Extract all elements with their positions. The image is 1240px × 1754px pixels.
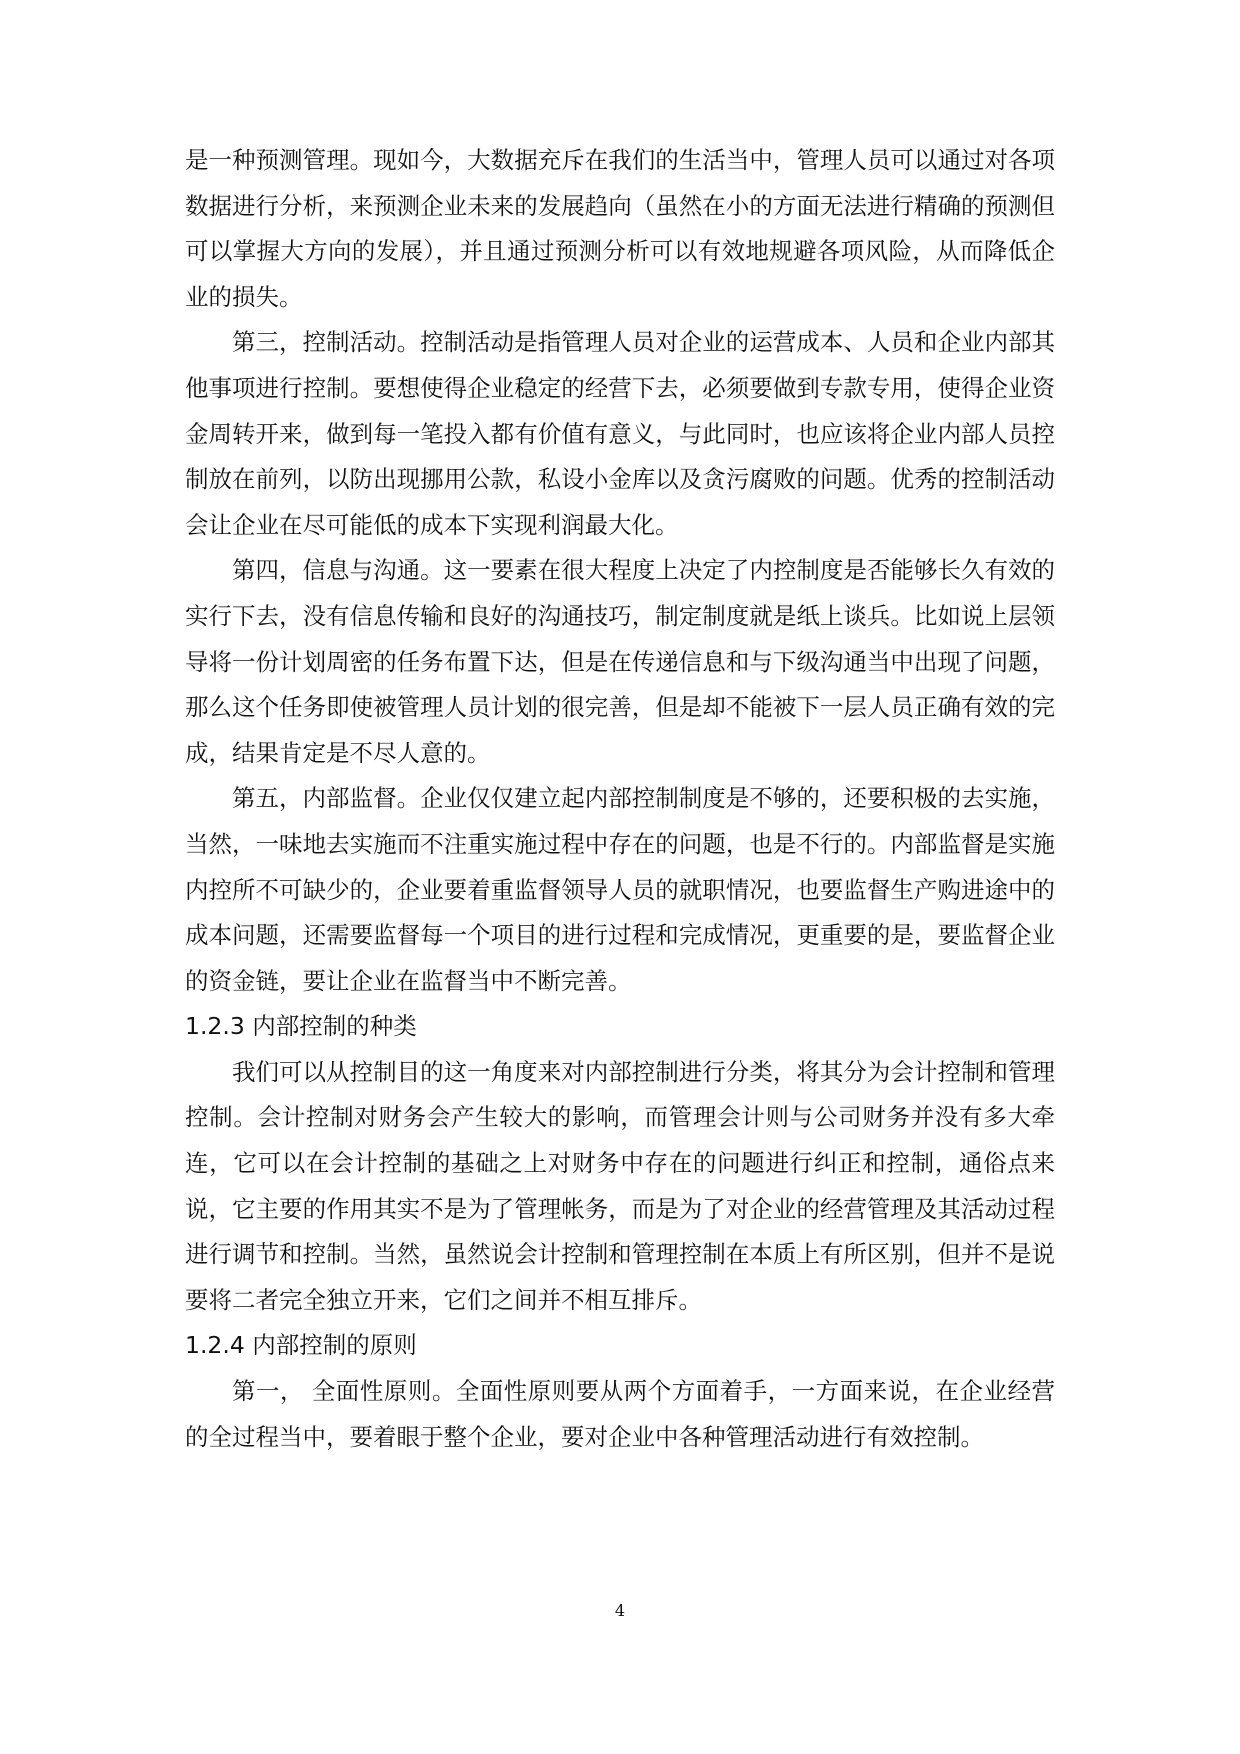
paragraph-information-communication: 第四，信息与沟通。这一要素在很大程度上决定了内控制度是否能够长久有效的实行下去，没有信息传输和良好的沟通技巧，制定制度就是纸上谈兵。比如说上层领导将一份计划周密的任务布置下达，但是在传递信息和与下级沟通当中出现了问题，那么这个任务即使被管理人员计划的很完善，但是却不能被下一层人员正确有效的完成，结果肯定是不尽人意的。 xyxy=(185,556,1055,767)
page-number: 4 xyxy=(614,1601,626,1620)
paragraph-control-activities: 第三，控制活动。控制活动是指管理人员对企业的运营成本、人员和企业内部其他事项进行控制。要想使得企业稳定的经营下去，必须要做到专款专用，使得企业资金周转开来，做到每一笔投入都有价值有意义，与此同时，也应该将企业内部人员控制放在前列，以防出现挪用公款，私设小金库以及贪污腐败的问题。优秀的控制活动会让企业在尽可能低的成本下实现利润最大化。 xyxy=(185,328,1055,539)
paragraph-internal-supervision: 第五，内部监督。企业仅仅建立起内部控制制度是不够的，还要积极的去实施，当然，一味地去实施而不注重实施过程中存在的问题，也是不行的。内部监督是实施内控所不可缺少的，企业要着重监督领导人员的就职情况，也要监督生产购进途中的成本问题，还需要监督每一个项目的进行过程和完成情况，更重要的是，要监督企业的资金链，要让企业在监督当中不断完善。 xyxy=(185,784,1055,995)
document-body xyxy=(185,138,1055,1460)
paragraph-control-principles: 第一， 全面性原则。全面性原则要从两个方面着手，一方面来说，在企业经营的全过程当中，要着眼于整个企业，要对企业中各种管理活动进行有效控制。 xyxy=(185,1377,1055,1451)
section-heading-control-principles: 1.2.4 内部控制的原则 xyxy=(185,1331,417,1360)
section-heading-control-types: 1.2.3 内部控制的种类 xyxy=(185,1012,417,1041)
paragraph-control-types: 我们可以从控制目的这一角度来对内部控制进行分类，将其分为会计控制和管理控制。会计控制对财务会产生较大的影响，而管理会计则与公司财务并没有多大牵连，它可以在会计控制的基础之上对财务中存在的问题进行纠正和控制，通俗点来说，它主要的作用其实不是为了管理帐务，而是为了对企业的经营管理及其活动过程进行调节和控制。当然，虽然说会计控制和管理控制在本质上有所区别，但并不是说要将二者完全独立开来，它们之间并不相互排斥。 xyxy=(185,1057,1055,1314)
paragraph-continuation: 是一种预测管理。现如今，大数据充斥在我们的生活当中，管理人员可以通过对各项数据进行分析，来预测企业未来的发展趋向（虽然在小的方面无法进行精确的预测但可以掌握大方向的发展），并且通过预测分析可以有效地规避各项风险，从而降低企业的损失。 xyxy=(185,146,1055,311)
